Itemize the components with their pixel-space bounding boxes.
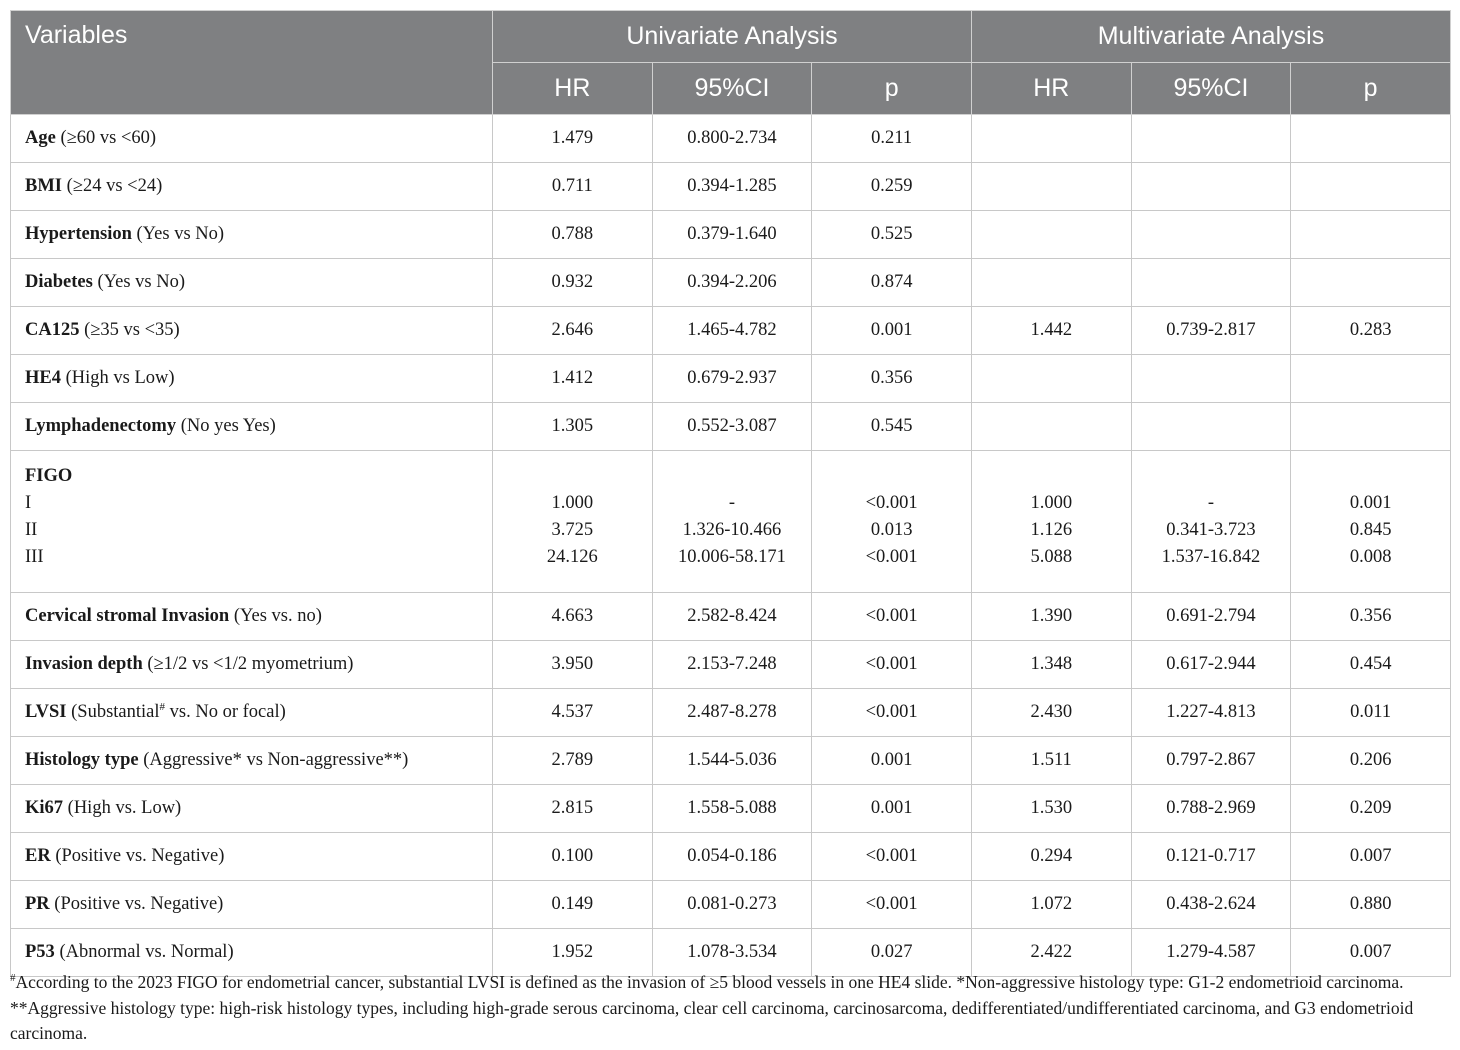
variable-name: BMI	[25, 176, 62, 196]
multivariate-p: 0.209	[1291, 785, 1451, 833]
univariate-hr: 0.100	[493, 833, 653, 881]
univariate-p: 0.001	[812, 785, 972, 833]
univariate-ci: 10.006-58.171	[678, 547, 786, 567]
univariate-hr: 3.950	[493, 641, 653, 689]
multivariate-hr: 2.430	[971, 689, 1131, 737]
multivariate-hr-cell	[971, 451, 1131, 593]
table-row	[11, 881, 1451, 929]
multivariate-ci	[1131, 403, 1291, 451]
variable-cell	[11, 593, 493, 641]
figo-level-label: I	[25, 493, 32, 513]
univariate-hr: 2.789	[493, 737, 653, 785]
univariate-ci: 2.487-8.278	[652, 689, 812, 737]
multivariate-ci: 0.438-2.624	[1131, 881, 1291, 929]
univariate-hr: 24.126	[546, 547, 598, 567]
variable-detail: (High vs Low)	[60, 368, 175, 388]
univariate-ci: 0.054-0.186	[652, 833, 812, 881]
footnote-marker: #	[10, 972, 16, 985]
univariate-ci: 1.326-10.466	[682, 520, 782, 540]
multivariate-p	[1291, 259, 1451, 307]
univariate-hr: 0.788	[493, 211, 653, 259]
variable-name: Hypertension	[25, 224, 132, 244]
multivariate-p: 0.011	[1291, 689, 1451, 737]
figo-level-label: II	[25, 520, 38, 540]
variable-detail: (Positive vs. Negative)	[49, 894, 224, 914]
variable-cell	[11, 211, 493, 259]
multivariate-p: 0.845	[1349, 520, 1392, 540]
header-multivariate-ci: 95%CI	[1131, 63, 1291, 115]
multivariate-ci: 1.227-4.813	[1131, 689, 1291, 737]
univariate-ci: 0.394-1.285	[652, 163, 812, 211]
multivariate-p	[1291, 163, 1451, 211]
variable-cell	[11, 307, 493, 355]
multivariate-hr: 1.442	[971, 307, 1131, 355]
multivariate-p: 0.356	[1291, 593, 1451, 641]
univariate-p: 0.001	[812, 307, 972, 355]
multivariate-hr	[971, 211, 1131, 259]
univariate-p: 0.356	[812, 355, 972, 403]
table-footnote	[10, 970, 1450, 1047]
univariate-p: <0.001	[812, 641, 972, 689]
table-row	[11, 785, 1451, 833]
variable-cell	[11, 163, 493, 211]
univariate-p: 0.013	[870, 520, 913, 540]
multivariate-p	[1291, 403, 1451, 451]
multivariate-p	[1291, 115, 1451, 163]
multivariate-p: 0.007	[1291, 833, 1451, 881]
table-row	[11, 115, 1451, 163]
variable-detail: (Abnormal vs. Normal)	[54, 942, 234, 962]
univariate-p-cell	[812, 451, 972, 593]
variable-name: Ki67	[25, 798, 64, 818]
table-row	[11, 737, 1451, 785]
univariate-ci: 0.081-0.273	[652, 881, 812, 929]
univariate-ci: 1.078-3.534	[652, 929, 812, 977]
multivariate-hr	[971, 355, 1131, 403]
univariate-hr: 4.663	[493, 593, 653, 641]
univariate-hr: 4.537	[493, 689, 653, 737]
univariate-ci: 0.379-1.640	[652, 211, 812, 259]
univariate-p: 0.001	[812, 737, 972, 785]
variable-name: PR	[25, 894, 50, 914]
multivariate-p	[1291, 355, 1451, 403]
multivariate-ci: 1.537-16.842	[1161, 547, 1261, 567]
header-multivariate-hr: HR	[971, 63, 1131, 115]
univariate-p: <0.001	[812, 881, 972, 929]
table-row	[11, 641, 1451, 689]
variable-cell	[11, 641, 493, 689]
univariate-ci-cell	[652, 451, 812, 593]
univariate-hr: 0.149	[493, 881, 653, 929]
table-row	[11, 403, 1451, 451]
variable-cell	[11, 737, 493, 785]
univariate-p: 0.027	[812, 929, 972, 977]
header-multivariate-p: p	[1291, 63, 1451, 115]
variable-detail-cont: vs. No or focal)	[165, 702, 286, 722]
univariate-p: <0.001	[865, 493, 918, 513]
variable-cell	[11, 259, 493, 307]
univariate-hr: 2.815	[493, 785, 653, 833]
multivariate-hr	[971, 259, 1131, 307]
multivariate-ci	[1131, 259, 1291, 307]
header-row-groups	[11, 11, 1451, 63]
multivariate-hr: 2.422	[971, 929, 1131, 977]
multivariate-p: 0.007	[1291, 929, 1451, 977]
univariate-ci: 1.558-5.088	[652, 785, 812, 833]
header-variables: Variables	[11, 11, 493, 115]
univariate-ci: 2.582-8.424	[652, 593, 812, 641]
variable-cell	[11, 689, 493, 737]
multivariate-ci: 0.341-3.723	[1166, 520, 1256, 540]
header-multivariate: Multivariate Analysis	[971, 11, 1450, 63]
multivariate-p-cell	[1291, 451, 1451, 593]
multivariate-hr: 1.530	[971, 785, 1131, 833]
univariate-p: 0.211	[812, 115, 972, 163]
table-row	[11, 689, 1451, 737]
variable-detail: (≥1/2 vs <1/2 myometrium)	[142, 654, 354, 674]
variable-name: Cervical stromal Invasion	[25, 606, 230, 626]
variable-detail: (Aggressive* vs Non-aggressive**)	[138, 750, 409, 770]
multivariate-ci: 0.797-2.867	[1131, 737, 1291, 785]
header-univariate-hr: HR	[493, 63, 653, 115]
variable-cell	[11, 355, 493, 403]
variable-name: Invasion depth	[25, 654, 143, 674]
figo-level-label: III	[25, 547, 44, 567]
table-row	[11, 307, 1451, 355]
univariate-p: 0.259	[812, 163, 972, 211]
variable-name: Lymphadenectomy	[25, 416, 177, 436]
variable-detail: (Yes vs. no)	[229, 606, 322, 626]
variable-detail: (≥60 vs <60)	[55, 128, 157, 148]
results-table-container	[10, 10, 1450, 977]
univariate-hr-cell	[493, 451, 653, 593]
footnote-marker: #	[159, 700, 166, 713]
table-row	[11, 593, 1451, 641]
multivariate-p: 0.454	[1291, 641, 1451, 689]
variable-name: CA125	[25, 320, 80, 340]
multivariate-hr: 1.072	[971, 881, 1131, 929]
table-row	[11, 259, 1451, 307]
header-univariate-p: p	[812, 63, 972, 115]
multivariate-ci	[1131, 355, 1291, 403]
multivariate-hr	[971, 403, 1131, 451]
footnote-text: According to the 2023 FIGO for endometrial cancer, substantial LVSI is defined as the invasion of ≥5 blood vessels in one HE4 slide. *Non-aggressive histology type: G1-2 endometrioid carcinoma. **Aggressive histology type: high-risk histology types, including high-grade serous carcinoma, clear cell carcinoma, carcinosarcoma, dedifferentiated/undifferentiated carcinoma, and G3 endometrioid carcinoma.	[10, 972, 1414, 1043]
variable-cell	[11, 785, 493, 833]
multivariate-p: 0.880	[1291, 881, 1451, 929]
univariate-hr: 0.932	[493, 259, 653, 307]
multivariate-p: 0.283	[1291, 307, 1451, 355]
variable-name: Diabetes	[25, 272, 93, 292]
univariate-ci: 0.800-2.734	[652, 115, 812, 163]
univariate-hr: 1.479	[493, 115, 653, 163]
univariate-ci: 0.394-2.206	[652, 259, 812, 307]
multivariate-hr: 1.126	[1030, 520, 1073, 540]
multivariate-hr: 0.294	[971, 833, 1131, 881]
multivariate-ci: 0.691-2.794	[1131, 593, 1291, 641]
variable-name: ER	[25, 846, 51, 866]
variable-detail: (Yes vs No)	[92, 272, 186, 292]
univariate-ci: 2.153-7.248	[652, 641, 812, 689]
variable-name: Histology type	[25, 750, 139, 770]
univariate-ci: -	[728, 493, 736, 513]
univariate-hr: 0.711	[493, 163, 653, 211]
univariate-p: 0.545	[812, 403, 972, 451]
univariate-ci: 0.552-3.087	[652, 403, 812, 451]
univariate-p: <0.001	[812, 689, 972, 737]
multivariate-p	[1291, 211, 1451, 259]
variable-name: LVSI	[25, 702, 67, 722]
multivariate-ci	[1131, 115, 1291, 163]
multivariate-ci	[1131, 163, 1291, 211]
univariate-p: <0.001	[812, 833, 972, 881]
univariate-hr: 1.412	[493, 355, 653, 403]
table-row	[11, 211, 1451, 259]
multivariate-p: 0.001	[1349, 493, 1392, 513]
univariate-hr: 2.646	[493, 307, 653, 355]
variable-detail: (High vs. Low)	[63, 798, 182, 818]
univariate-p: 0.525	[812, 211, 972, 259]
univariate-hr: 1.000	[551, 493, 594, 513]
header-univariate-ci: 95%CI	[652, 63, 812, 115]
table-row	[11, 833, 1451, 881]
variable-detail: (Substantial	[66, 702, 160, 722]
variable-cell	[11, 451, 493, 593]
variable-cell	[11, 403, 493, 451]
multivariate-p: 0.206	[1291, 737, 1451, 785]
multivariate-hr: 1.390	[971, 593, 1131, 641]
multivariate-hr	[971, 115, 1131, 163]
variable-detail: (≥24 vs <24)	[62, 176, 163, 196]
multivariate-hr: 1.511	[971, 737, 1131, 785]
multivariate-hr: 1.000	[1030, 493, 1073, 513]
variable-cell	[11, 115, 493, 163]
univariate-p: <0.001	[812, 593, 972, 641]
univariate-ci: 1.465-4.782	[652, 307, 812, 355]
multivariate-ci: 0.739-2.817	[1131, 307, 1291, 355]
variable-detail: (≥35 vs <35)	[79, 320, 180, 340]
variable-name: Age	[25, 128, 56, 148]
multivariate-p: 0.008	[1349, 547, 1392, 567]
univariate-p: 0.874	[812, 259, 972, 307]
multivariate-ci-cell	[1131, 451, 1291, 593]
multivariate-ci: 0.121-0.717	[1131, 833, 1291, 881]
variable-name: HE4	[25, 368, 61, 388]
variable-detail: (Yes vs No)	[131, 224, 225, 244]
variable-detail: (Positive vs. Negative)	[50, 846, 225, 866]
univariate-hr: 1.305	[493, 403, 653, 451]
univariate-hr: 3.725	[551, 520, 594, 540]
variable-cell	[11, 833, 493, 881]
variable-cell	[11, 881, 493, 929]
univariate-p: <0.001	[865, 547, 918, 567]
multivariate-hr	[971, 163, 1131, 211]
multivariate-hr: 1.348	[971, 641, 1131, 689]
univariate-ci: 1.544-5.036	[652, 737, 812, 785]
table-row	[11, 355, 1451, 403]
variable-name: P53	[25, 942, 55, 962]
multivariate-ci: -	[1207, 493, 1215, 513]
multivariate-ci: 0.617-2.944	[1131, 641, 1291, 689]
univariate-hr: 1.952	[493, 929, 653, 977]
multivariate-hr: 5.088	[1030, 547, 1073, 567]
univariate-ci: 0.679-2.937	[652, 355, 812, 403]
multivariate-ci: 1.279-4.587	[1131, 929, 1291, 977]
variable-detail: (No yes Yes)	[176, 416, 276, 436]
table-row	[11, 163, 1451, 211]
multivariate-ci	[1131, 211, 1291, 259]
cox-regression-table	[10, 10, 1451, 977]
header-univariate: Univariate Analysis	[493, 11, 972, 63]
multivariate-ci: 0.788-2.969	[1131, 785, 1291, 833]
variable-name: FIGO	[25, 466, 73, 486]
table-row-figo	[11, 451, 1451, 593]
